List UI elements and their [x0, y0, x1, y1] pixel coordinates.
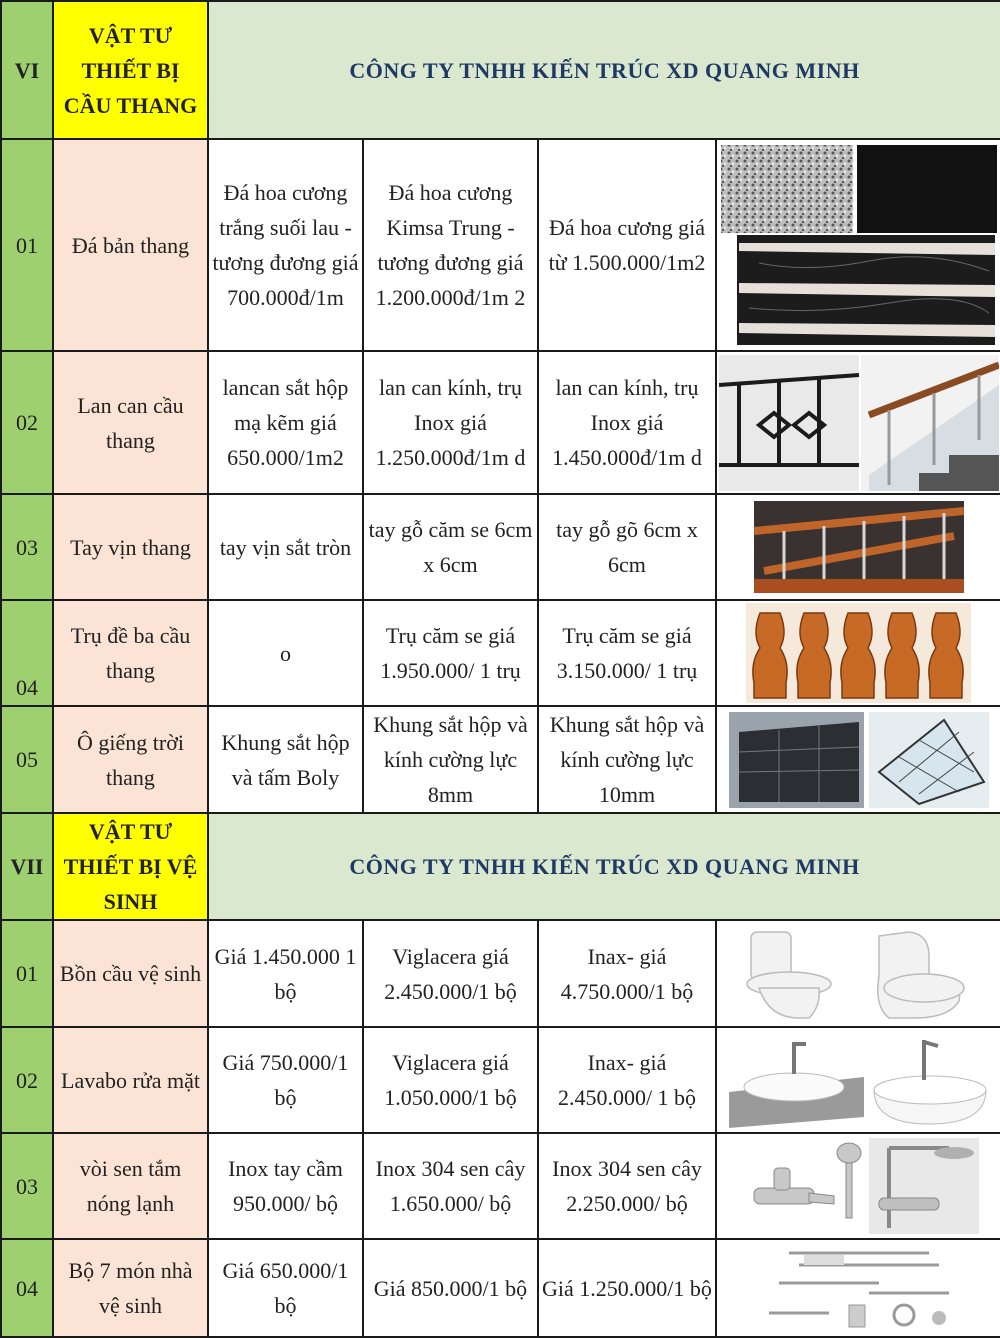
option-2: lan can kính, trụ Inox giá 1.250.000đ/1m d: [363, 351, 538, 494]
row-number: 04: [1, 1239, 53, 1337]
item-name: Bộ 7 món nhà vệ sinh: [53, 1239, 208, 1337]
table-row: [1, 600, 1000, 706]
option-1: Inox tay cầm 950.000/ bộ: [208, 1133, 363, 1239]
option-1: Khung sắt hộp và tấm Boly: [208, 706, 363, 813]
company-name: CÔNG TY TNHH KIẾN TRÚC XD QUANG MINH: [208, 1, 1000, 139]
item-name: Trụ đề ba cầu thang: [53, 600, 208, 706]
table-row: [1, 1027, 1000, 1133]
row-number: 03: [1, 1133, 53, 1239]
option-3: Đá hoa cương giá từ 1.500.000/1m2: [538, 139, 716, 351]
item-name: Ô giếng trời thang: [53, 706, 208, 813]
option-1: lancan sắt hộp mạ kẽm giá 650.000/1m2: [208, 351, 363, 494]
item-name: Tay vịn thang: [53, 494, 208, 600]
option-3: Inax- giá 4.750.000/1 bộ: [538, 920, 716, 1027]
section-header: [1, 1, 1000, 139]
option-1: tay vịn sắt tròn: [208, 494, 363, 600]
item-name: Lavabo rửa mặt: [53, 1027, 208, 1133]
option-3: Trụ căm se giá 3.150.000/ 1 trụ: [538, 600, 716, 706]
table-row: [1, 494, 1000, 600]
option-2: Trụ căm se giá 1.950.000/ 1 trụ: [363, 600, 538, 706]
item-name: Bồn cầu vệ sinh: [53, 920, 208, 1027]
option-2: Khung sắt hộp và kính cường lực 8mm: [363, 706, 538, 813]
option-1: Giá 650.000/1 bộ: [208, 1239, 363, 1337]
option-3: Giá 1.250.000/1 bộ: [538, 1239, 716, 1337]
row-number: 04: [1, 600, 53, 706]
option-2: Inox 304 sen cây 1.650.000/ bộ: [363, 1133, 538, 1239]
option-3: tay gỗ gõ 6cm x 6cm: [538, 494, 716, 600]
option-1: Đá hoa cương trắng suối lau - tương đương giá 700.000đ/1m: [208, 139, 363, 351]
option-2: Giá 850.000/1 bộ: [363, 1239, 538, 1337]
option-3: Inox 304 sen cây 2.250.000/ bộ: [538, 1133, 716, 1239]
option-3: lan can kính, trụ Inox giá 1.450.000đ/1m d: [538, 351, 716, 494]
item-name: Lan can cầu thang: [53, 351, 208, 494]
table-row: [1, 1239, 1000, 1337]
section-category: VẬT TƯ THIẾT BỊ VỆ SINH: [53, 813, 208, 920]
option-3: Inax- giá 2.450.000/ 1 bộ: [538, 1027, 716, 1133]
granite-stair-photo: [716, 139, 1000, 351]
section-header: [1, 813, 1000, 920]
row-number: 05: [1, 706, 53, 813]
newel-post-photo: [716, 600, 1000, 706]
stair-railing-photo: [716, 351, 1000, 494]
toilet-photo: [716, 920, 1000, 1027]
washbasin-photo: [716, 1027, 1000, 1133]
option-2: tay gỗ căm se 6cm x 6cm: [363, 494, 538, 600]
row-number: 02: [1, 1027, 53, 1133]
option-2: Viglacera giá 1.050.000/1 bộ: [363, 1027, 538, 1133]
option-3: Khung sắt hộp và kính cường lực 10mm: [538, 706, 716, 813]
option-1: o: [208, 600, 363, 706]
section-number: VII: [1, 813, 53, 920]
option-2: Đá hoa cương Kimsa Trung - tương đương giá 1.200.000đ/1m 2: [363, 139, 538, 351]
table-row: [1, 139, 1000, 351]
section-category: VẬT TƯ THIẾT BỊ CẦU THANG: [53, 1, 208, 139]
row-number: 01: [1, 139, 53, 351]
shower-set-photo: [716, 1133, 1000, 1239]
item-name: vòi sen tắm nóng lạnh: [53, 1133, 208, 1239]
wood-handrail-photo: [716, 494, 1000, 600]
table-row: [1, 920, 1000, 1027]
option-2: Viglacera giá 2.450.000/1 bộ: [363, 920, 538, 1027]
bathroom-accessories-photo: [716, 1239, 1000, 1337]
table-row: [1, 351, 1000, 494]
section-number: VI: [1, 1, 53, 139]
table-row: [1, 706, 1000, 813]
row-number: 03: [1, 494, 53, 600]
company-name: CÔNG TY TNHH KIẾN TRÚC XD QUANG MINH: [208, 813, 1000, 920]
table-row: [1, 1133, 1000, 1239]
skylight-photo: [716, 706, 1000, 813]
row-number: 02: [1, 351, 53, 494]
option-1: Giá 750.000/1 bộ: [208, 1027, 363, 1133]
option-1: Giá 1.450.000 1 bộ: [208, 920, 363, 1027]
item-name: Đá bản thang: [53, 139, 208, 351]
row-number: 01: [1, 920, 53, 1027]
